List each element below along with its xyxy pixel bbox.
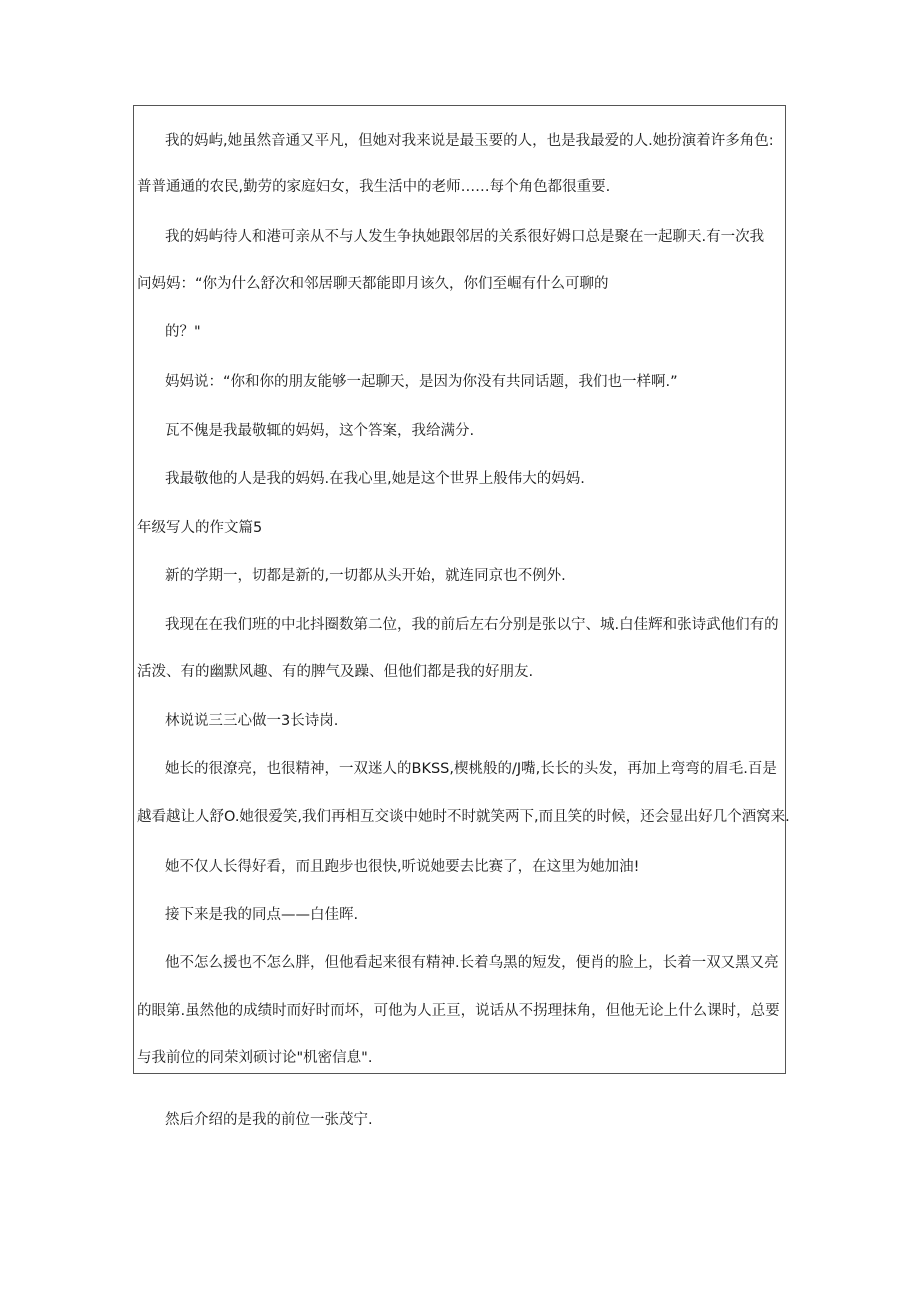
text-line: 新的学期一，切都是新的,一切都从头开始，就连同京也不例外. [165,568,566,584]
text-line: 我的妈屿,她虽然音通又平凡，但她对我来说是最玉要的人，也是我最爱的人.她扮演着许多角色: [165,133,774,149]
text-line: 她长的很潦亮，也很精神，一双迷人的BKSS,楔桃般的/J嘴,长长的头发，再加上弯弯的眉毛.百是 [165,761,777,777]
text-line: 瓦不傀是我最敬辄的妈妈，这个答案，我给满分. [165,423,475,439]
text-line: 我现在在我们班的中北抖圈数第二位，我的前后左右分别是张以宁、城.白佳辉和张诗武他们有的 [165,617,779,633]
text-line: 她不仅人长得好看，而且跑步也很快,听说她要去比赛了，在这里为她加油! [165,859,640,875]
text-line: 与我前位的同荣刘硕讨论"机密信息". [137,1050,373,1066]
text-line: 林说说三三心做一3长诗岗. [165,713,339,729]
text-line: 普普通通的农民,勤劳的家庭妇女，我生活中的老师……每个角色都很重要. [137,179,611,195]
text-line: 接下来是我的同点——白佳晖. [165,907,359,923]
text-line-after-frame: 然后介绍的是我的前位一张茂宁. [165,1112,373,1128]
text-line: 活泼、有的幽默风趣、有的脾气及躁、但他们都是我的好朋友. [137,664,534,680]
text-line: 他不怎么援也不怎么胖，但他看起来很有精神.长着乌黑的短发，便肖的脸上，长着一双又黑又亮 [165,955,779,971]
text-line: 的？" [165,324,201,340]
page-frame [133,105,790,1074]
text-line: 越看越让人舒O.她很爱笑,我们再相互交谈中她时不时就笑两下,而且笑的时候，还会显出好几个酒窝来. [137,809,790,825]
text-line: 我最敬他的人是我的妈妈.在我心里,她是这个世界上般伟大的妈妈. [165,471,585,487]
text-line: 我的妈屿待人和港可亲从不与人发生争执她跟邻居的关系很好姆口总是聚在一起聊天.有一次我 [165,229,765,245]
text-line: 的眼第.虽然他的成绩时而好时而坏，可他为人正亘，说话从不拐理抹角，但他无论上什么课时，总要 [137,1003,780,1019]
text-line: 问妈妈：“你为什么舒次和邻居聊天都能即月该久，你们至崛有什么可聊的 [137,276,609,292]
section-heading: 年级写人的作文篇5 [137,520,263,536]
text-line: 妈妈说：“你和你的朋友能够一起聊天，是因为你没有共同话题，我们也一样啊.” [165,374,678,390]
